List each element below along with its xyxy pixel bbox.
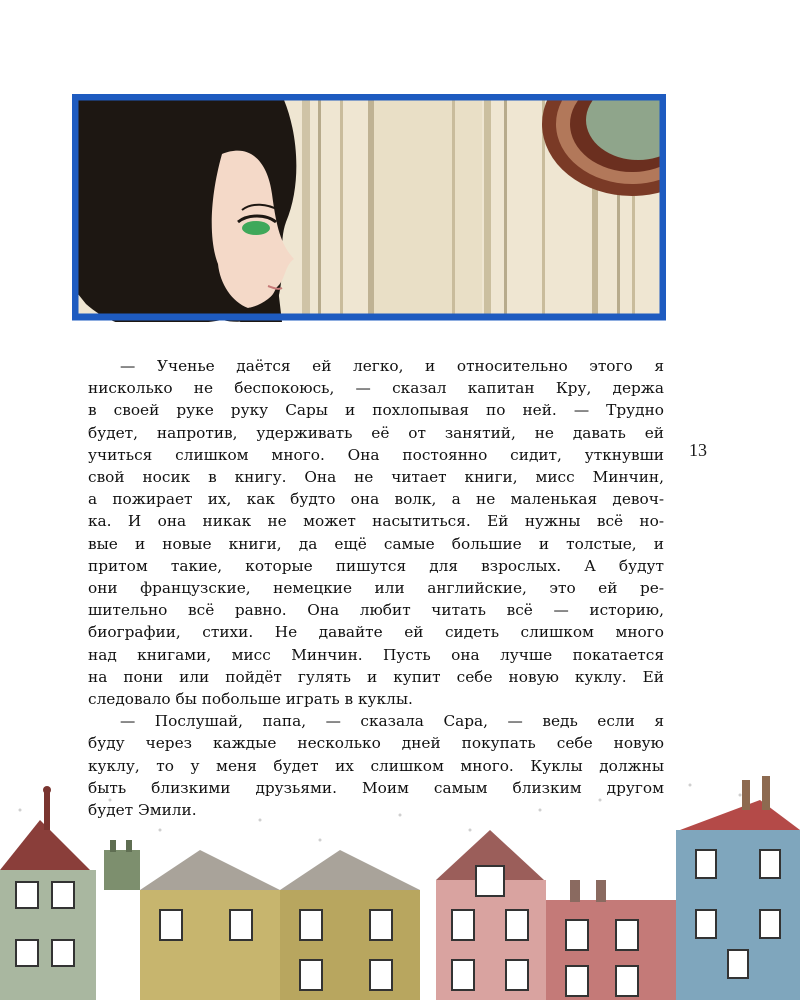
sara-portrait-illustration — [72, 94, 666, 322]
house-yellow — [140, 850, 420, 1000]
text-line: притом такие, которые пишутся для взрослых. А будут — [88, 556, 664, 575]
text-line: а пожирает их, как будто она волк, а не маленькая девоч- — [88, 490, 664, 509]
text-line: куклу, то у меня будет их слишком много. Куклы должны — [88, 756, 664, 775]
text-line: над книгами, мисс Минчин. Пусть она лучше покатается — [88, 645, 664, 664]
text-line: биографии, стихи. Не давайте ей сидеть слишком много — [88, 623, 664, 642]
text-line: — Послушай, папа, — сказала Сара, — ведь если я — [120, 712, 664, 731]
text-line: буду через каждые несколько дней покупать себе новую — [88, 734, 664, 753]
text-line: на пони или пойдёт гулять и купит себе новую куклу. Ей — [88, 667, 664, 686]
body-text — [88, 355, 664, 821]
house-blue — [676, 776, 800, 1000]
house-red-right — [546, 880, 676, 1000]
rooftops-illustration — [0, 770, 800, 1000]
text-line: следовало бы побольше играть в куклы. — [88, 690, 413, 709]
text-line: будет Эмили. — [88, 801, 197, 820]
text-line: свой носик в книгу. Она не читает книги, мисс Минчин, — [88, 468, 664, 487]
text-line: нисколько не беспокоюсь, — сказал капитан Кру, держа — [88, 379, 664, 398]
chimneys — [104, 840, 140, 890]
text-line: — Ученье даётся ей легко, и относительно этого я — [120, 357, 664, 375]
text-line: ка. И она никак не может насытиться. Ей нужны всё но- — [88, 512, 664, 531]
text-line: вые и новые книги, да ещё самые большие и толстые, и — [88, 534, 664, 553]
text-line: шительно всё равно. Она любит читать всё — историю, — [88, 601, 664, 620]
text-line: учиться слишком много. Она постоянно сидит, уткнувши — [88, 445, 664, 464]
text-line: будет, напротив, удерживать её от занятий, не давать ей — [88, 423, 664, 442]
page-number: 13 — [689, 440, 707, 460]
text-line: они французские, немецкие или английские, это ей ре- — [88, 579, 664, 598]
house-left — [0, 786, 96, 1000]
eye — [242, 221, 270, 235]
text-line: быть близкими друзьями. Моим самым близким другом — [88, 778, 664, 797]
house-pink — [436, 830, 546, 1000]
text-line: в своей руке руку Сары и похлопывая по ней. — Трудно — [88, 401, 664, 420]
